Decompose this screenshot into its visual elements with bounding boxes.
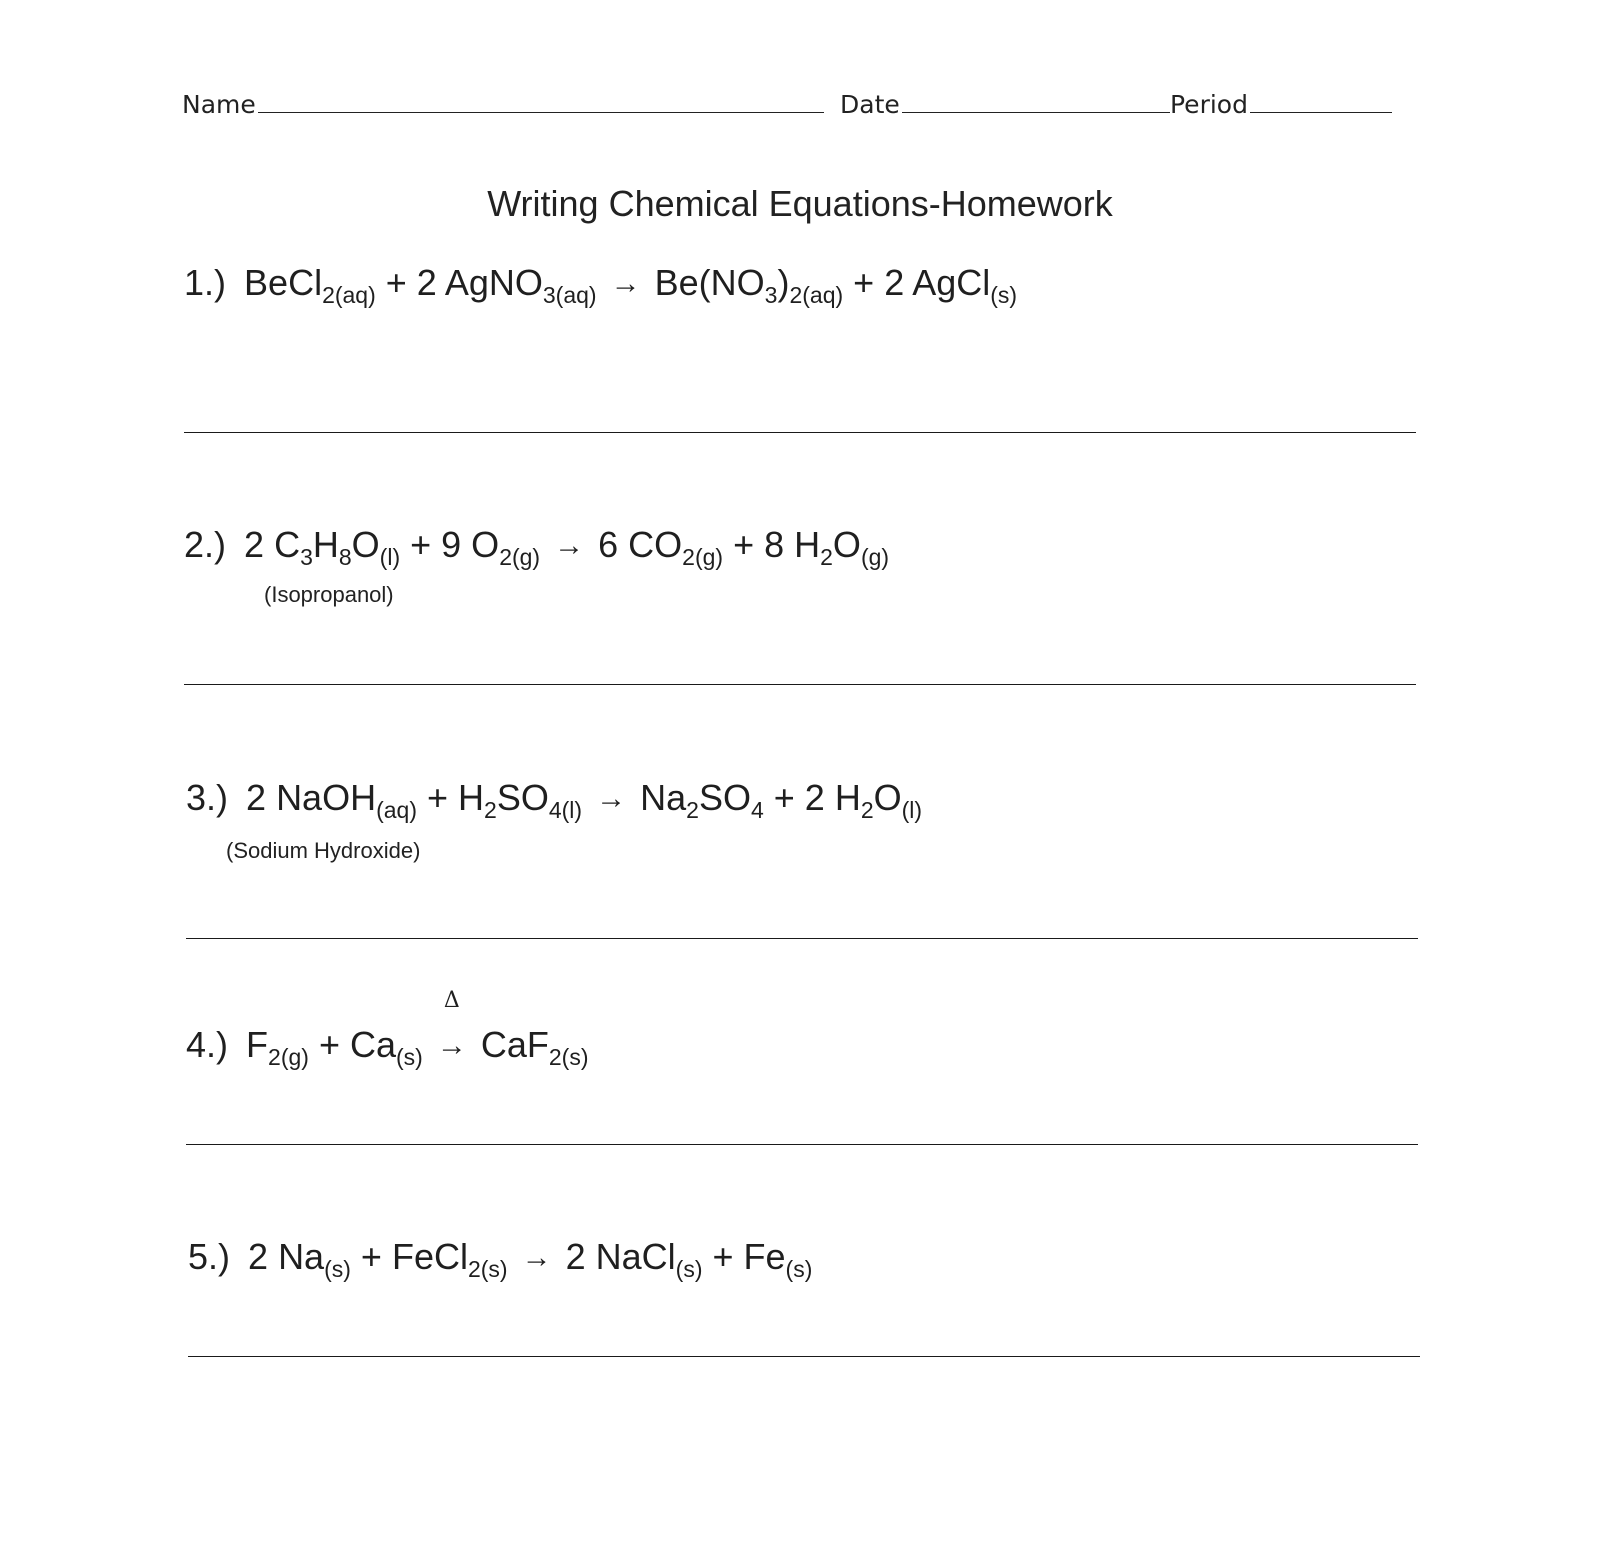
reactant-1: 2 $Na_{(s)}$ <box>248 1236 351 1283</box>
problem-number: 2.) <box>184 524 227 565</box>
reactant-2: 2 AgNO$_{3(aq)}$ <box>416 262 597 309</box>
problem-number: 1.) <box>184 262 227 303</box>
answer-line-4[interactable] <box>186 1144 1418 1145</box>
name-label: Name <box>182 90 256 119</box>
arrow-icon: → <box>521 1241 552 1274</box>
compound-note: (Sodium Hydroxide) <box>226 838 421 863</box>
problem-1: 1.) BeCl$_{2(aq)}$ + 2 AgNO$_{3(aq)}$ → $Be(NO_3)_{2(aq)} + 2$ AgCl$_{(s)}$ <box>184 262 1018 309</box>
answer-line-5[interactable] <box>188 1356 1420 1357</box>
date-blank[interactable] <box>902 88 1170 113</box>
date-label: Date <box>840 90 900 119</box>
arrow-icon: → <box>554 529 585 562</box>
answer-line-3[interactable] <box>186 938 1418 939</box>
product-1: 6 $CO_{2(g)}$ <box>598 524 724 571</box>
reactant-2: $H_2SO_{4(l)}$ <box>458 777 583 824</box>
name-field[interactable] <box>182 88 824 119</box>
answer-line-2[interactable] <box>184 684 1416 685</box>
product-1: 2 NaCl$_{(s)}$ <box>565 1236 703 1283</box>
worksheet-title: Writing Chemical Equations-Homework <box>487 183 1113 224</box>
compound-note: (Isopropanol) <box>264 582 394 607</box>
product-2: $Fe_{(s)}$ <box>743 1236 813 1283</box>
reactant-1: 2 $C_3H_8O_{(l)}$ <box>244 524 401 571</box>
problem-5: 5.) 2 $Na_{(s)}$ + FeCl$_{2(s)}$ → 2 NaCl$_{(s)}$ + $Fe_{(s)}$ <box>188 1236 813 1283</box>
problem-3: 3.) 2 NaOH$_{(aq)}$ + $H_2SO_{4(l)} \to Na_2SO_4 + 2$ $H_2O_{(l)}$ <box>186 777 923 824</box>
product-2: 2 AgCl$_{(s)}$ <box>884 262 1018 309</box>
product-1: $Na_2SO_4$ <box>640 777 764 824</box>
reactant-1: $F_{2(g)}$ <box>246 1024 309 1071</box>
problem-number: 5.) <box>188 1236 231 1277</box>
reactant-2: $Ca_{(s)}$ <box>349 1024 423 1071</box>
period-field[interactable] <box>1170 88 1392 119</box>
problem-4: 4.) $F_{2(g)} + Ca_{(s)}$ Δ → CaF$_{2(s)}$ <box>186 988 589 1071</box>
reactant-2: FeCl$_{2(s)}$ <box>391 1236 508 1283</box>
product-2: 2 $H_2O_{(l)}$ <box>804 777 923 824</box>
problem-number: 3.) <box>186 777 229 818</box>
date-field[interactable] <box>840 88 1170 119</box>
product-1: $Be(NO_3)_{2(aq)}$ <box>654 262 844 309</box>
answer-line-1[interactable] <box>184 432 1416 433</box>
reactant-1: BeCl$_{2(aq)}$ <box>244 262 376 309</box>
product-1: CaF$_{2(s)}$ <box>480 1024 589 1071</box>
heat-delta-icon: Δ <box>443 988 460 1013</box>
product-2: 8 $H_2O_{(g)}$ <box>764 524 890 571</box>
reactant-1: 2 NaOH$_{(aq)}$ <box>246 777 417 824</box>
problem-2: 2.) 2 $C_3H_8O_{(l)} + 9$ $O_{2(g)} \to 6$ $CO_{2(g)} + 8$ $H_2O_{(g)}$ <box>184 524 890 571</box>
arrow-icon: → <box>596 782 627 815</box>
reactant-2: 9 $O_{2(g)}$ <box>441 524 541 571</box>
period-blank[interactable] <box>1250 88 1392 113</box>
problem-number: 4.) <box>186 1024 229 1065</box>
name-blank[interactable] <box>258 88 824 113</box>
arrow-icon: → <box>436 1029 467 1062</box>
arrow-icon: → <box>610 267 641 300</box>
period-label: Period <box>1170 90 1248 119</box>
